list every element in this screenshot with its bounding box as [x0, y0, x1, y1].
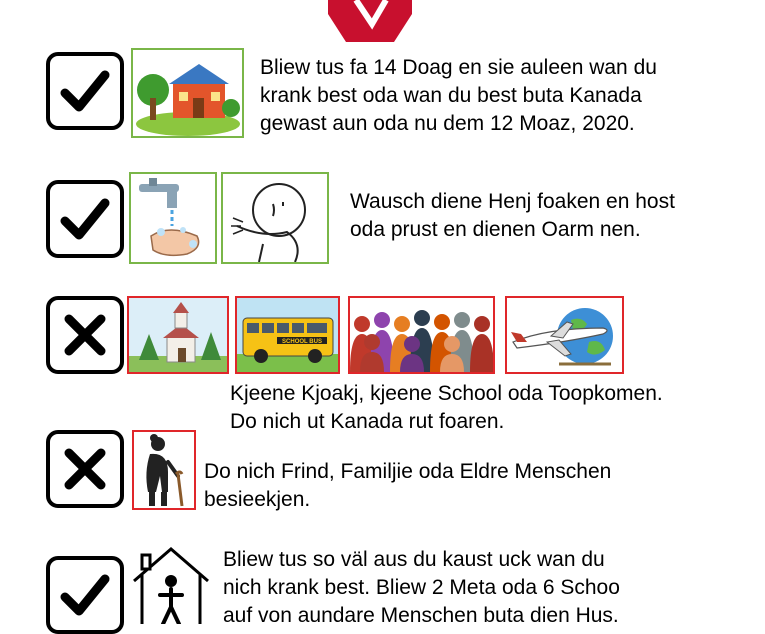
text-line: Wausch diene Henj foaken en host — [350, 190, 675, 213]
check-box-icon — [46, 556, 124, 634]
text-line: gewast aun oda nu dem 12 Moaz, 2020. — [260, 112, 635, 135]
airplane-globe-icon — [505, 296, 624, 374]
text-line: Bliew tus fa 14 Doag en sie auleen wan du — [260, 56, 657, 79]
instruction-text-4 — [204, 458, 611, 514]
crowd-icon — [348, 296, 495, 374]
check-box-icon — [46, 180, 124, 258]
text-line: besieekjen. — [204, 488, 311, 511]
school-bus-icon — [235, 296, 340, 374]
instruction-text-3 — [230, 380, 663, 436]
instruction-text-1 — [260, 54, 657, 138]
cough-into-elbow-icon — [221, 172, 329, 264]
cross-box-icon — [46, 296, 124, 374]
text-line: Bliew tus so väl aus du kaust uck wan du — [223, 548, 605, 571]
instruction-text-5 — [223, 546, 620, 630]
cross-box-icon — [46, 430, 124, 508]
house-icon — [131, 48, 244, 138]
handwashing-icon — [129, 172, 217, 264]
text-line: krank best oda wan du best buta Kanada — [260, 84, 642, 107]
stop-sign-icon — [320, 0, 420, 44]
check-box-icon — [46, 52, 124, 130]
text-line: Kjeene Kjoakj, kjeene School oda Toopkomen. — [230, 382, 663, 405]
bus-label: SCHOOL BUS — [282, 339, 322, 345]
text-line: nich krank best. Bliew 2 Meta oda 6 Schoo — [223, 576, 620, 599]
elderly-person-icon — [132, 430, 196, 510]
text-line: Do nich Frind, Familjie oda Eldre Menschen — [204, 460, 612, 483]
text-line: auf von aundare Menschen buta dien Hus. — [223, 604, 619, 627]
text-line: Do nich ut Kanada rut foaren. — [230, 410, 505, 433]
person-in-house-icon — [130, 545, 212, 624]
church-icon — [127, 296, 229, 374]
text-line: oda prust en dienen Oarm nen. — [350, 218, 641, 241]
instruction-text-2 — [350, 188, 675, 244]
